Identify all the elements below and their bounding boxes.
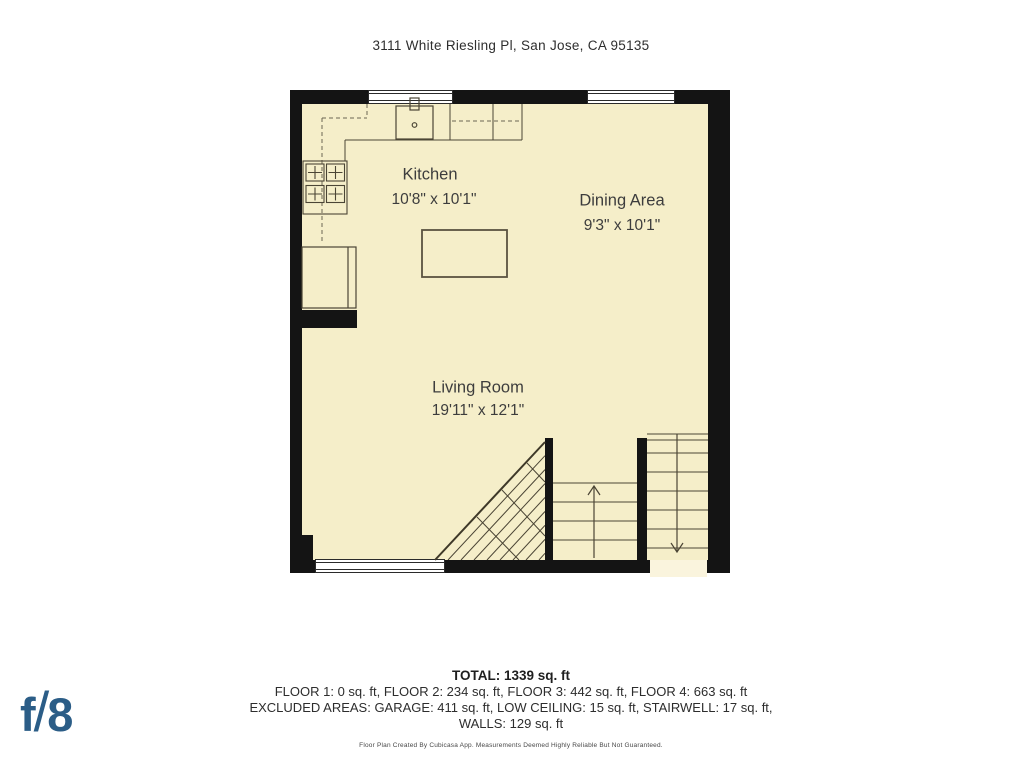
walls-area: WALLS: 129 sq. ft (458, 716, 564, 731)
excluded-areas: EXCLUDED AREAS: GARAGE: 411 sq. ft, LOW CEILING: 15 sq. ft, STAIRWELL: 17 sq. ft, (249, 700, 773, 715)
wall-stub (302, 310, 357, 328)
room-dims-living-room: 19'11" x 12'1" (431, 402, 525, 419)
stair-wall (637, 438, 647, 573)
room-dims-kitchen: 10'8" x 10'1" (391, 191, 477, 208)
logo-letter-eight: 8 (47, 688, 74, 741)
total-area: TOTAL: 1339 sq. ft (451, 668, 571, 683)
floor-area (302, 104, 708, 560)
f8-logo (20, 682, 73, 742)
address-title: 3111 White Riesling Pl, San Jose, CA 95135 (372, 38, 650, 53)
window-panes (588, 93, 674, 101)
logo-letter-f: f (20, 688, 36, 741)
room-label-living-room: Living Room (432, 378, 524, 397)
floor-plan (290, 90, 730, 573)
window-icon (587, 90, 675, 104)
floor-areas: FLOOR 1: 0 sq. ft, FLOOR 2: 234 sq. ft, FLOOR 3: 442 sq. ft, FLOOR 4: 663 sq. ft (274, 684, 748, 699)
room-label-kitchen: Kitchen (402, 165, 458, 184)
logo-slash: / (33, 680, 50, 743)
window-icon (315, 559, 445, 573)
stair-opening (650, 560, 707, 577)
window-panes (316, 562, 444, 570)
disclaimer-text: Floor Plan Created By Cubicasa App. Measurements Deemed Highly Reliable But Not Guaranteed. (359, 742, 663, 749)
area-summary (0, 668, 1022, 732)
room-label-dining-area: Dining Area (579, 191, 665, 210)
stair-wall (545, 438, 553, 573)
window-panes (369, 93, 452, 101)
wall-stub (302, 535, 313, 573)
room-dims-dining-area: 9'3" x 10'1" (583, 217, 661, 234)
window-icon (368, 90, 453, 104)
